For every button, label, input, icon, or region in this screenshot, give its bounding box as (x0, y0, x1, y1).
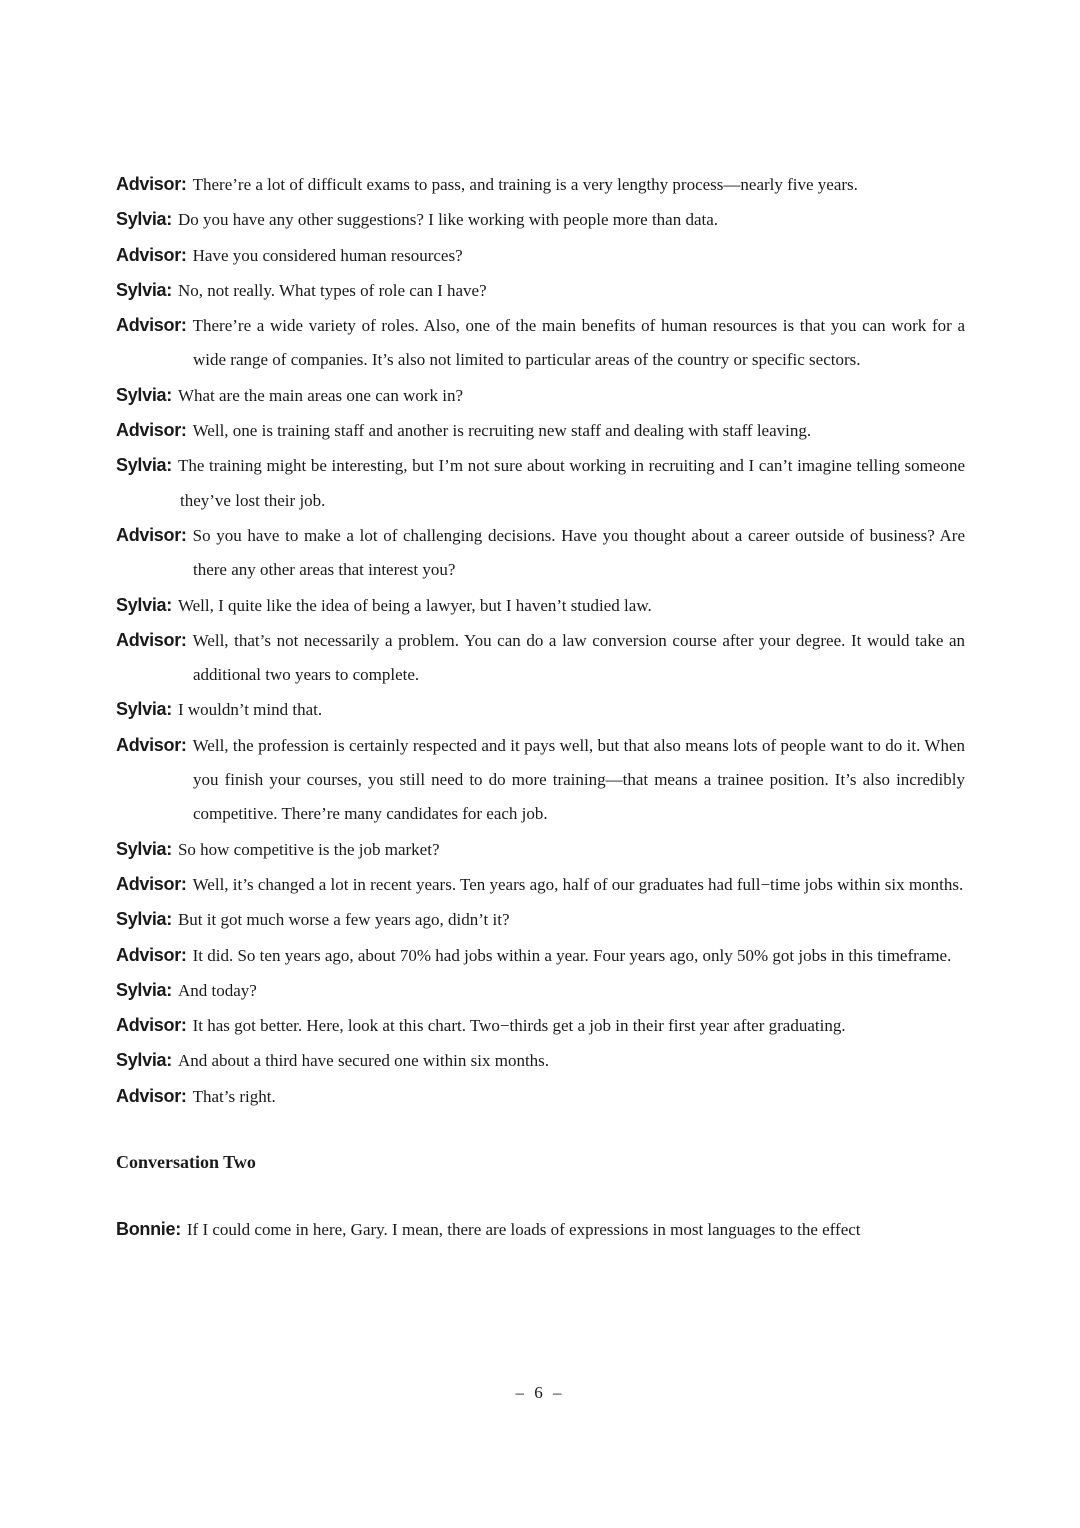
dialogue-text: It has got better. Here, look at this chart. Two−thirds get a job in their first year after graduating. (192, 1016, 846, 1036)
dialogue-line (116, 588, 965, 623)
dialogue-text: Have you considered human resources? (192, 245, 463, 265)
page-number: – 6 – (515, 1383, 565, 1402)
dialogue-text: Well, the profession is certainly respected and it pays well, but that also means lots of people want to do it. When you finish your courses, you still need to do more training—that means a trainee position. It’s also incredibly competitive. There’re many candidates for each job. (192, 735, 965, 824)
speaker-label: Sylvia: (116, 455, 172, 476)
dialogue-line (116, 1079, 965, 1114)
speaker-label: Advisor: (116, 524, 187, 545)
transcript-page (116, 167, 965, 1247)
dialogue-text: Well, that’s not necessarily a problem. You can do a law conversion course after your degree. It would take an additional two years to complete. (192, 630, 965, 685)
dialogue-text: And about a third have secured one within six months. (177, 1051, 550, 1071)
dialogue-text: It did. So ten years ago, about 70% had jobs within a year. Four years ago, only 50% got jobs in this timeframe. (192, 945, 952, 965)
dialogue-text: No, not really. What types of role can I have? (177, 280, 487, 300)
dialogue-line (116, 902, 965, 937)
dialogue-line (116, 867, 965, 902)
dialogue-text: Do you have any other suggestions? I like working with people more than data. (177, 210, 719, 230)
dialogue-text: There’re a lot of difficult exams to pass, and training is a very lengthy process—nearly five years. (192, 175, 858, 194)
dialogue-line (116, 1212, 965, 1247)
dialogue-line (116, 238, 965, 273)
speaker-label: Sylvia: (116, 209, 172, 230)
dialogue-text: Well, I quite like the idea of being a lawyer, but I haven’t studied law. (177, 595, 652, 615)
speaker-label: Sylvia: (116, 699, 172, 720)
dialogue-text: What are the main areas one can work in? (177, 385, 464, 405)
dialogue-line (116, 167, 965, 202)
speaker-label: Sylvia: (116, 909, 172, 930)
speaker-label: Sylvia: (116, 979, 172, 1000)
dialogue-line (116, 938, 965, 973)
speaker-label: Sylvia: (116, 384, 172, 405)
dialogue-line (116, 413, 965, 448)
dialogue-text: If I could come in here, Gary. I mean, there are loads of expressions in most languages to the effect (186, 1220, 861, 1240)
speaker-label: Advisor: (116, 873, 187, 894)
dialogue-text: So how competitive is the job market? (177, 839, 440, 859)
conversation-one (116, 167, 965, 1114)
speaker-label: Advisor: (116, 174, 187, 194)
speaker-label: Advisor: (116, 944, 187, 965)
speaker-label: Advisor: (116, 1015, 187, 1036)
speaker-label: Advisor: (116, 315, 187, 336)
speaker-label: Advisor: (116, 420, 187, 441)
dialogue-line (116, 308, 965, 378)
dialogue-line (116, 692, 965, 727)
dialogue-text: The training might be interesting, but I’m not sure about working in recruiting and I can’t imagine telling someone they’ve lost their job. (177, 456, 965, 510)
dialogue-text: Well, one is training staff and another is recruiting new staff and dealing with staff leaving. (192, 421, 812, 441)
section-heading: Conversation Two (116, 1152, 256, 1173)
dialogue-line (116, 832, 965, 867)
speaker-label: Advisor: (116, 629, 187, 650)
speaker-label: Advisor: (116, 1085, 187, 1106)
speaker-label: Advisor: (116, 734, 187, 755)
dialogue-text: And today? (177, 980, 257, 1000)
dialogue-line (116, 518, 965, 588)
dialogue-line (116, 623, 965, 693)
speaker-label: Bonnie: (116, 1219, 181, 1240)
dialogue-text: There’re a wide variety of roles. Also, one of the main benefits of human resources is that you can work for a wide range of companies. It’s also not limited to particular areas of the country or specific sectors. (192, 316, 965, 370)
dialogue-text: Well, it’s changed a lot in recent years. Ten years ago, half of our graduates had full−time jobs within six months. (192, 874, 964, 894)
dialogue-line (116, 1008, 965, 1043)
dialogue-line (116, 1043, 965, 1078)
conversation-two (116, 1212, 965, 1247)
dialogue-line (116, 202, 965, 237)
dialogue-text: So you have to make a lot of challenging decisions. Have you thought about a career outside of business? Are there any other areas that interest you? (192, 525, 965, 580)
dialogue-line (116, 728, 965, 832)
dialogue-line (116, 448, 965, 518)
speaker-label: Sylvia: (116, 594, 172, 615)
dialogue-line (116, 378, 965, 413)
dialogue-text: But it got much worse a few years ago, didn’t it? (177, 910, 510, 930)
dialogue-line (116, 973, 965, 1008)
dialogue-line (116, 273, 965, 308)
dialogue-text: That’s right. (192, 1086, 276, 1106)
dialogue-text: I wouldn’t mind that. (177, 700, 323, 720)
speaker-label: Advisor: (116, 244, 187, 265)
speaker-label: Sylvia: (116, 279, 172, 300)
speaker-label: Sylvia: (116, 1050, 172, 1071)
speaker-label: Sylvia: (116, 838, 172, 859)
